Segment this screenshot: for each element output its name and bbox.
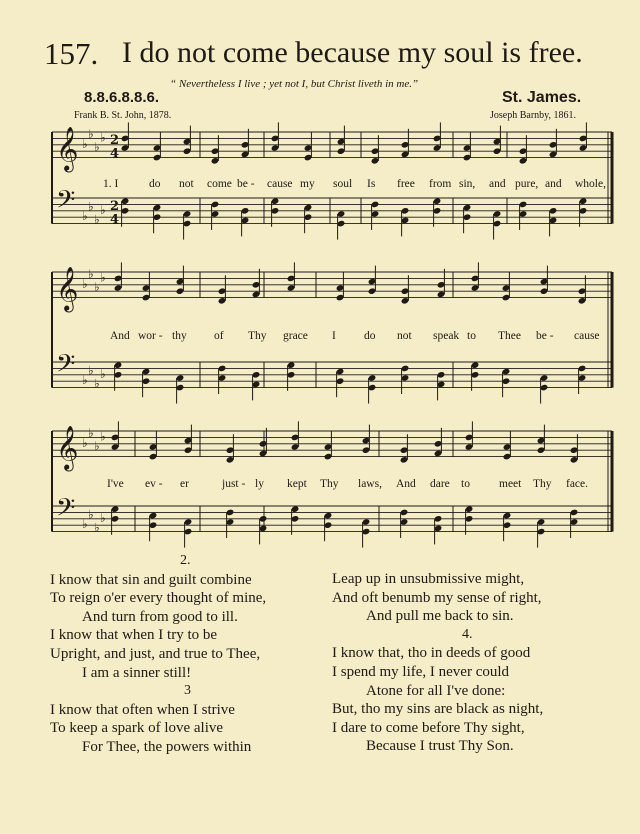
flat-sign: ♭ [88, 199, 94, 214]
lyric-syllable: 1. I [103, 178, 119, 190]
lyric-syllable: laws, [358, 478, 382, 490]
lyric-syllable: Thy [533, 478, 552, 490]
flat-sign: ♭ [82, 435, 88, 450]
verses-right-column [332, 570, 632, 756]
flat-sign: ♭ [82, 276, 88, 291]
lyric-syllable: do [364, 330, 376, 342]
lyric-syllable: free [397, 178, 415, 190]
flat-sign: ♭ [82, 209, 88, 224]
lyric-syllable: thy [172, 330, 187, 342]
flat-sign: ♭ [94, 140, 100, 154]
flat-sign: ♭ [88, 426, 94, 441]
flat-sign: ♭ [94, 212, 100, 227]
verse-number: 4. [462, 626, 473, 642]
verse-line: To keep a spark of love alive [50, 720, 224, 737]
lyric-syllable: And [396, 478, 416, 490]
lyric-syllable: not [179, 178, 194, 190]
time-signature-top: 2 [110, 198, 120, 214]
flat-sign: ♭ [88, 363, 94, 378]
lyric-syllable: cause [574, 330, 600, 342]
author-credit: Frank B. St. John, 1878. [74, 110, 172, 121]
lyric-syllable: and [545, 178, 562, 190]
verse-number: 3 [184, 683, 191, 699]
verse-line: To reign o'er every thought of mine, [50, 590, 267, 607]
verse-line: And pull me back to sin. [366, 608, 514, 625]
flat-sign: ♭ [100, 510, 106, 525]
lyric-syllable: and [489, 178, 506, 190]
lyric-syllable: whole, [575, 178, 606, 190]
lyric-syllable: kept [287, 478, 307, 490]
lyric-syllable: of [214, 330, 224, 342]
meter: 8.8.6.8.8.6. [84, 89, 160, 106]
verse-line: Because I trust Thy Son. [366, 738, 514, 755]
lyric-syllable: not [397, 330, 412, 342]
verse-line: Leap up in unsubmissive might, [332, 571, 525, 587]
lyric-syllable: er [180, 478, 189, 490]
verse-line: Upright, and just, and true to Thee, [50, 645, 261, 662]
flat-sign: ♭ [100, 202, 106, 217]
lyric-syllable: Thy [248, 330, 267, 342]
treble-clef: 𝄞 [56, 126, 79, 171]
lyric-syllable: be - [536, 330, 554, 342]
verse-line: I know that sin and guilt combine [50, 571, 252, 588]
bass-clef: 𝄢 [56, 185, 76, 221]
lyric-syllable: I've [107, 478, 124, 490]
flat-sign: ♭ [94, 439, 100, 453]
lyric-syllable: I [332, 330, 336, 342]
lyric-syllable: do [149, 178, 161, 190]
lyric-syllable: soul [333, 178, 353, 190]
verse-line: I am a sinner still! [82, 664, 192, 681]
flat-sign: ♭ [100, 270, 106, 285]
lyric-syllable: Is [367, 178, 376, 190]
verse-line: I spend my life, I never could [332, 663, 510, 680]
verse-line: But, tho my sins are black as night, [332, 701, 544, 718]
flat-sign: ♭ [88, 267, 94, 282]
treble-clef: 𝄞 [56, 425, 79, 470]
hymn-number: 157. [44, 36, 99, 71]
verse-line: I know that when I try to be [50, 627, 218, 644]
verse-line: And turn from good to ill. [82, 608, 238, 625]
flat-sign: ♭ [94, 280, 100, 294]
lyric-syllable: And [110, 330, 130, 342]
lyric-syllable: to [467, 330, 476, 342]
lyric-syllable: sin, [459, 178, 476, 190]
flat-sign: ♭ [88, 507, 94, 522]
verse-line: For Thee, the powers within [82, 738, 252, 755]
hymn-title: I do not come because my soul is free. [122, 36, 583, 69]
lyric-syllable: be - [237, 178, 255, 190]
flat-sign: ♭ [82, 136, 88, 151]
bass-clef: 𝄢 [56, 349, 76, 385]
treble-clef: 𝄞 [56, 266, 79, 311]
time-signature-bottom: 4 [110, 146, 120, 162]
composer-credit: Joseph Barnby, 1861. [490, 110, 577, 121]
lyric-syllable: meet [499, 478, 522, 490]
verse-line: I dare to come before Thy sight, [332, 719, 525, 736]
flat-sign: ♭ [88, 127, 94, 142]
lyric-syllable: cause [267, 178, 293, 190]
verse-line: I know that, tho in deeds of good [332, 645, 531, 662]
bass-clef: 𝄢 [56, 493, 76, 529]
lyric-syllable: my [300, 178, 315, 190]
verse-line: Atone for all I've done: [366, 682, 506, 699]
lyric-syllable: speak [433, 330, 460, 342]
flat-sign: ♭ [100, 130, 106, 145]
lyric-syllable: pure, [515, 178, 539, 190]
tune-name: St. James. [502, 89, 582, 106]
time-signature-bottom: 4 [110, 212, 120, 228]
epigraph: “ Nevertheless I live ; yet not I, but Christ liveth in me.” [170, 78, 419, 90]
lyric-syllable: Thy [320, 478, 339, 490]
flat-sign: ♭ [94, 520, 100, 535]
lyric-syllable: grace [283, 330, 308, 342]
verse-number: 2. [180, 553, 191, 568]
lyric-syllable: Thee [498, 330, 521, 342]
flat-sign: ♭ [82, 373, 88, 388]
lyric-syllable: wor - [138, 330, 163, 342]
flat-sign: ♭ [100, 366, 106, 381]
lyric-syllable: face. [566, 478, 589, 490]
verse-line: I know that often when I strive [50, 701, 235, 718]
lyric-syllable: just - [222, 478, 246, 490]
verses-left-column [50, 552, 330, 757]
lyric-syllable: from [429, 178, 452, 190]
flat-sign: ♭ [94, 376, 100, 391]
lyric-syllable: come [207, 178, 232, 190]
lyric-syllable: dare [430, 478, 450, 490]
lyric-syllable: ly [255, 478, 264, 490]
time-signature-top: 2 [110, 132, 120, 148]
lyric-syllable: to [461, 478, 470, 490]
flat-sign: ♭ [100, 429, 106, 444]
lyric-syllable: ev - [145, 478, 163, 490]
flat-sign: ♭ [82, 517, 88, 532]
verse-line: And oft benumb my sense of right, [332, 589, 542, 606]
